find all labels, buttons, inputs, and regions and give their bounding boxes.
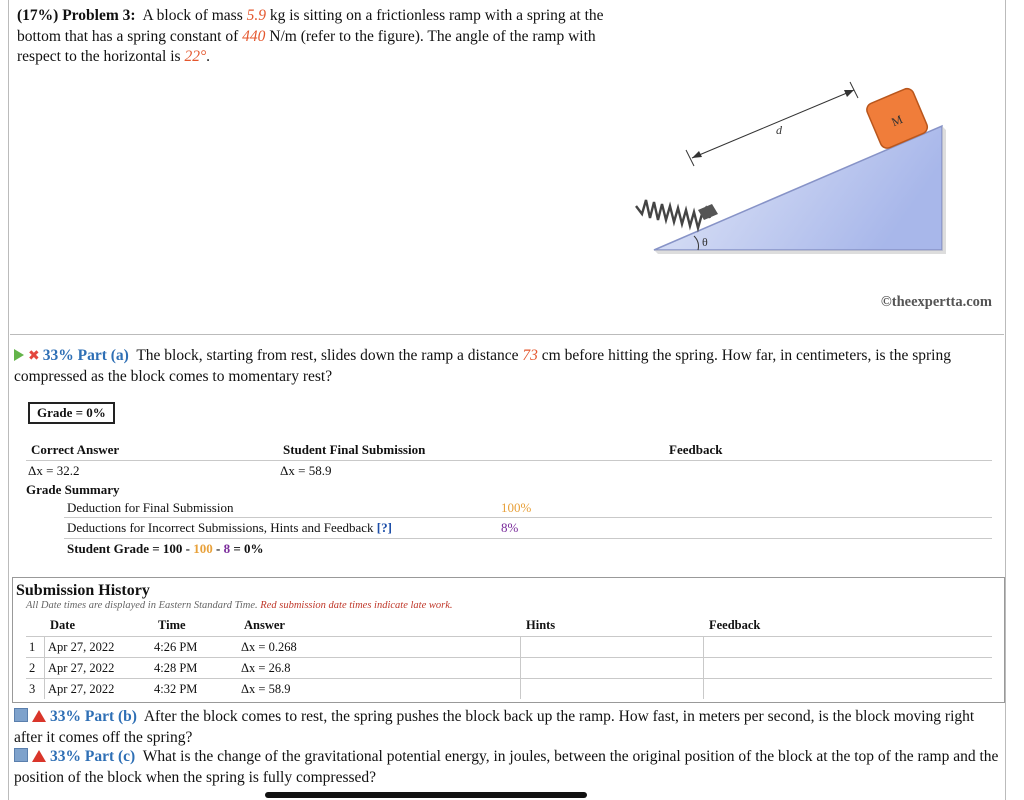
student-grade-dash: -: [215, 541, 221, 556]
timezone-note: [26, 600, 452, 611]
warning-icon: [32, 750, 46, 762]
history-row-time: 4:28 PM: [154, 661, 198, 675]
spring-constant-value: 440: [242, 27, 266, 45]
deduction-incorrect-label: Deductions for Incorrect Submissions, Hints and Feedback: [67, 520, 374, 535]
mass-value: 5.9: [246, 7, 266, 24]
history-row-answer: Δx = 0.268: [241, 640, 297, 654]
history-row-date: Apr 27, 2022: [48, 682, 115, 696]
problem-text-1: A block of mass: [142, 7, 243, 24]
history-answer-header: Answer: [244, 618, 285, 632]
part-a-text-2: cm before hitting the spring. How far, in centimeters, is the spring compressed as the block comes to momentary rest?: [14, 347, 951, 385]
horizontal-scrollbar[interactable]: [265, 792, 587, 798]
part-c-question: [14, 747, 999, 788]
history-row-number: 2: [29, 661, 36, 675]
slide-distance-value: 73: [522, 347, 538, 364]
feedback-header: Feedback: [669, 442, 723, 457]
ramp: [654, 126, 942, 250]
part-a-text-1: The block, starting from rest, slides down the ramp a distance: [136, 347, 519, 364]
angle-label: θ: [702, 235, 708, 249]
timezone-note-text: All Date times are displayed in Eastern Standard Time.: [26, 600, 258, 611]
history-row-time: 4:26 PM: [154, 640, 198, 654]
student-grade-prefix: Student Grade = 100 -: [67, 541, 190, 556]
ramp-figure: [628, 78, 958, 258]
history-feedback-header: Feedback: [709, 618, 761, 632]
part-c-text: What is the change of the gravitational potential energy, in joules, between the original position of the block at the top of the ramp and the position of the block when the spring is fully compressed?: [14, 748, 999, 786]
student-grade-deduction-b: 8: [223, 541, 231, 556]
warning-icon: [32, 710, 46, 722]
deduction-final-value: 100%: [501, 500, 532, 515]
history-row-time: 4:32 PM: [154, 682, 198, 696]
spring-coil: [636, 200, 710, 228]
history-row-date: Apr 27, 2022: [48, 661, 115, 675]
help-link[interactable]: [?]: [376, 520, 392, 535]
history-row-number: 1: [29, 640, 36, 654]
play-icon[interactable]: [14, 349, 24, 361]
part-b-question: [14, 707, 999, 748]
grade-summary-title: Grade Summary: [26, 482, 120, 497]
problem-text-4: .: [206, 48, 211, 65]
problem-percent: (17%): [17, 7, 59, 24]
expand-icon[interactable]: [14, 708, 28, 722]
deduction-incorrect-value: 8%: [501, 520, 519, 535]
problem-text-3: N/m (refer to the figure). The angle of the ramp with respect to the horizontal is: [17, 27, 596, 65]
copyright-credit: ©theexpertta.com: [880, 294, 992, 310]
student-submission-header: Student Final Submission: [283, 442, 426, 457]
student-grade-result: = 0%: [233, 541, 264, 556]
problem-label: Problem 3:: [62, 7, 136, 24]
submission-history-title: Submission History: [16, 582, 150, 599]
problem-text-2: kg is sitting on a frictionless ramp with a spring at the bottom that has a spring constant of: [17, 7, 604, 45]
part-c-label[interactable]: 33% Part (c): [50, 748, 136, 765]
part-b-text: After the block comes to rest, the spring pushes the block back up the ramp. How fast, in meters per second, is the block moving right after it comes off the spring?: [14, 708, 975, 746]
history-row-number: 3: [29, 682, 36, 696]
late-work-note: Red submission date times indicate late work.: [260, 600, 453, 611]
history-time-header: Time: [158, 618, 186, 632]
distance-label: d: [776, 123, 782, 137]
history-row-date: Apr 27, 2022: [48, 640, 115, 654]
part-b-label[interactable]: 33% Part (b): [50, 708, 137, 725]
correct-answer-value: Δx = 32.2: [28, 463, 80, 478]
problem-statement: [17, 6, 617, 68]
student-grade-deduction-a: 100: [193, 541, 213, 556]
part-a-label[interactable]: 33% Part (a): [42, 347, 129, 364]
history-date-header: Date: [50, 618, 75, 632]
history-row-answer: Δx = 26.8: [241, 661, 291, 675]
history-hints-header: Hints: [526, 618, 556, 632]
divider: [10, 334, 1004, 335]
part-a-question: [14, 346, 999, 387]
student-grade-formula: [67, 541, 263, 557]
expand-icon[interactable]: [14, 748, 28, 762]
block-label: M: [889, 112, 905, 130]
history-row-answer: Δx = 58.9: [241, 682, 291, 696]
correct-answer-header: Correct Answer: [31, 442, 120, 457]
student-answer-value: Δx = 58.9: [280, 463, 332, 478]
grade-badge: Grade = 0%: [28, 402, 115, 424]
angle-value: 22°: [184, 48, 207, 65]
deduction-incorrect-row: [67, 520, 392, 536]
deduction-final-label: Deduction for Final Submission: [67, 500, 234, 515]
incorrect-icon: ✖: [28, 348, 40, 364]
